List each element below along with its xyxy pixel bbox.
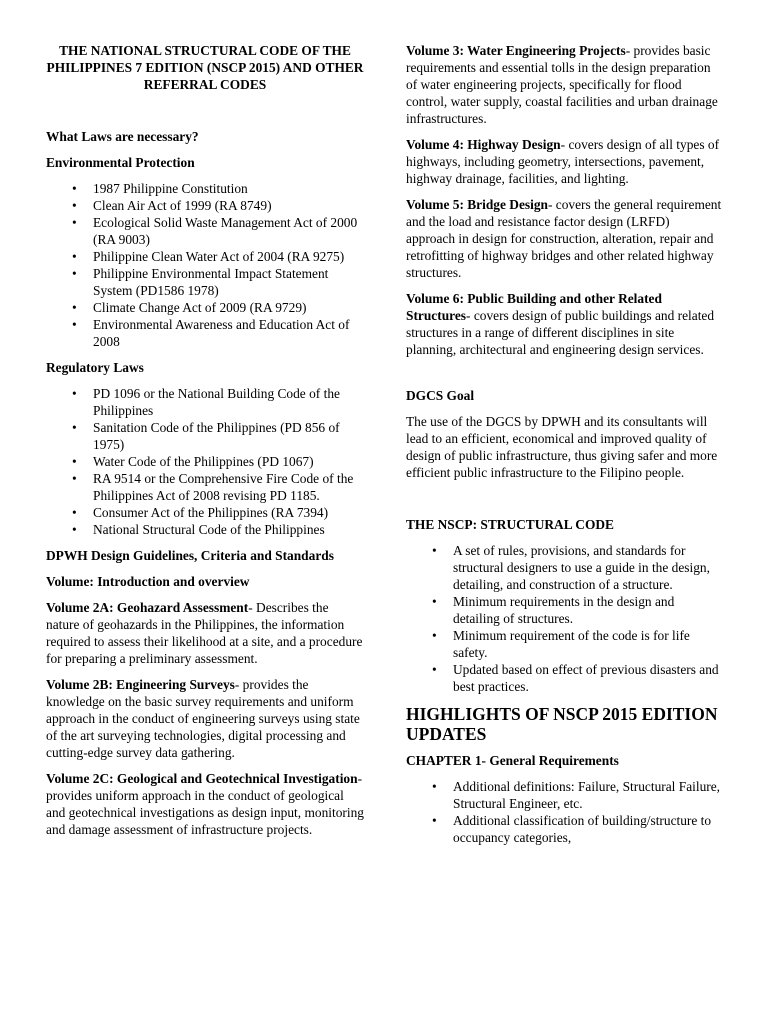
list-item: • PD 1096 or the National Building Code of the Philippines	[93, 385, 364, 419]
list-item: • Consumer Act of the Philippines (RA 7394)	[93, 504, 364, 521]
list-item: • Additional classification of building/structure to occupancy categories,	[453, 812, 722, 846]
list-item: • Minimum requirement of the code is for life safety.	[453, 627, 722, 661]
list-item: • Additional definitions: Failure, Structural Failure, Structural Engineer, etc.	[453, 778, 722, 812]
volume-5-text: - covers the general requirement and the load and resistance factor design (LRFD) approach in design for construction, alteration, repair and retrofitting of highway bridges and other related highway structures.	[406, 197, 722, 280]
list-item: • Minimum requirements in the design and detailing of structures.	[453, 593, 722, 627]
nscp-list	[406, 542, 722, 695]
list-item: • Philippine Clean Water Act of 2004 (RA 9275)	[93, 248, 364, 265]
regulatory-laws-heading: Regulatory Laws	[46, 360, 144, 375]
list-item: • Water Code of the Philippines (PD 1067)	[93, 453, 364, 470]
list-item: • Environmental Awareness and Education Act of 2008	[93, 316, 364, 350]
highlights-heading: HIGHLIGHTS OF NSCP 2015 EDITION UPDATES	[406, 704, 718, 744]
list-item: • 1987 Philippine Constitution	[93, 180, 364, 197]
volume-6-title: Volume 6: Public Building and other Related Structures	[406, 291, 662, 323]
volume-2c-text: - provides uniform approach in the conduct of geological and geotechnical investigations as design input, monitoring and damage assessment of infrastructure projects.	[46, 771, 364, 837]
volume-2c-paragraph	[46, 770, 364, 838]
volume-2b-title: Volume 2B: Engineering Surveys	[46, 677, 235, 692]
regulatory-laws-list	[46, 385, 364, 538]
list-item: • Ecological Solid Waste Management Act of 2000 (RA 9003)	[93, 214, 364, 248]
left-column	[46, 42, 364, 847]
volume-4-paragraph	[406, 136, 722, 187]
volume-3-title: Volume 3: Water Engineering Projects	[406, 43, 626, 58]
volume-5-paragraph	[406, 196, 722, 281]
chapter-1-heading: CHAPTER 1- General Requirements	[406, 753, 619, 768]
laws-heading: What Laws are necessary?	[46, 129, 199, 144]
volume-2a-text: - Describes the nature of geohazards in the Philippines, the information required to assess their likelihood at a site, and a procedure for preparing a preliminary assessment.	[46, 600, 363, 666]
list-item: • Clean Air Act of 1999 (RA 8749)	[93, 197, 364, 214]
list-item: • Updated based on effect of previous disasters and best practices.	[453, 661, 722, 695]
list-item: • National Structural Code of the Philippines	[93, 521, 364, 538]
dgcs-goal-text: The use of the DGCS by DPWH and its consultants will lead to an efficient, economical and improved quality of design of public infrastructure, thus giving safer and more efficient public infrastructure to the Filipino people.	[406, 414, 718, 480]
volume-2a-title: Volume 2A: Geohazard Assessment	[46, 600, 249, 615]
list-item: • Climate Change Act of 2009 (RA 9729)	[93, 299, 364, 316]
volume-3-text: - provides basic requirements and essential tolls in the design preparation of water engineering projects, specifically for flood control, water supply, coastal facilities and urban drainage infrastructures.	[406, 43, 718, 126]
environmental-protection-heading: Environmental Protection	[46, 155, 195, 170]
spacer	[406, 367, 722, 387]
dgcs-goal-heading: DGCS Goal	[406, 388, 475, 403]
volume-2b-paragraph	[46, 676, 364, 761]
volume-5-title: Volume 5: Bridge Design	[406, 197, 548, 212]
volume-2c-title: Volume 2C: Geological and Geotechnical Investigation	[46, 771, 358, 786]
volume-intro-heading: Volume: Introduction and overview	[46, 574, 250, 589]
volume-2b-text: - provides the knowledge on the basic survey requirements and uniform approach in the conduct of engineering surveys using state of the art surveying technologies, digital processing and cutting-edge survey data gathering.	[46, 677, 360, 760]
list-item: • Sanitation Code of the Philippines (PD 856 of 1975)	[93, 419, 364, 453]
volume-2a-paragraph	[46, 599, 364, 667]
environmental-laws-list	[46, 180, 364, 350]
spacer	[406, 490, 722, 516]
list-item: • A set of rules, provisions, and standards for structural designers to use a guide in the design, detailing, and construction of a structure.	[453, 542, 722, 593]
list-item: • Philippine Environmental Impact Statement System (PD1586 1978)	[93, 265, 364, 299]
volume-6-text: - covers design of public buildings and related structures in a range of different disciplines in site planning, architectural and engineering design services.	[406, 308, 715, 357]
volume-3-paragraph	[406, 42, 722, 127]
volume-6-paragraph	[406, 290, 722, 358]
dpwh-guidelines-heading: DPWH Design Guidelines, Criteria and Standards	[46, 548, 334, 563]
document-title: THE NATIONAL STRUCTURAL CODE OF THE PHILIPPINES 7 EDITION (NSCP 2015) AND OTHER REFERRAL CODES	[46, 43, 364, 92]
nscp-heading: THE NSCP: STRUCTURAL CODE	[406, 517, 614, 532]
chapter-1-list	[406, 778, 722, 846]
volume-4-title: Volume 4: Highway Design	[406, 137, 561, 152]
volume-4-text: - covers design of all types of highways, including geometry, intersections, pavement, highway drainage, facilities, and lighting.	[406, 137, 720, 186]
list-item: • RA 9514 or the Comprehensive Fire Code of the Philippines Act of 2008 revising PD 1185.	[93, 470, 364, 504]
right-column	[406, 42, 722, 855]
